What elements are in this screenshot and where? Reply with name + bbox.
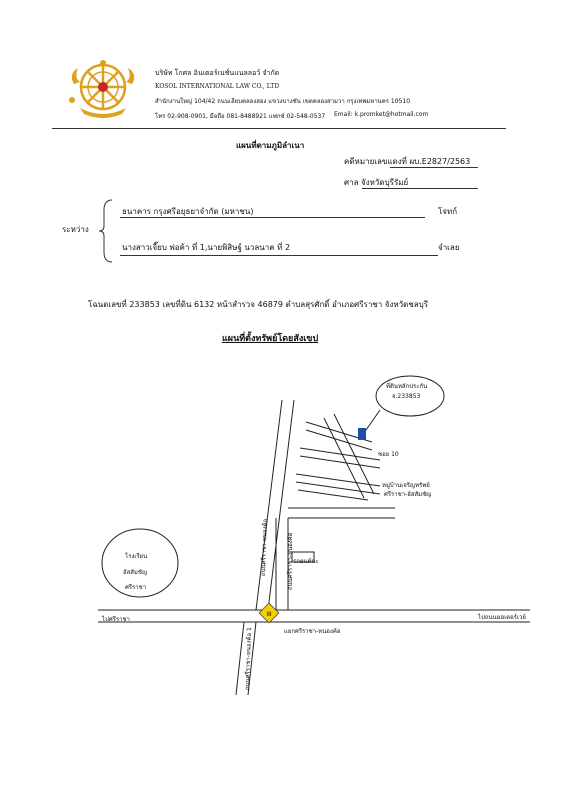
court-name: ศาล จังหวัดบุรีรัมย์ xyxy=(344,178,409,187)
property-deed-label: จ.233853 xyxy=(392,393,421,400)
road-label-3: ถนนศรีราชา-หนองค้อ 1 xyxy=(243,627,254,691)
court-underline xyxy=(362,188,478,189)
defendant-names: นางสาวเจี๊ยบ พ่อค้า ที่ 1,นายพิสิษฐ์ นวลนาค ที่ 2 xyxy=(122,243,291,252)
left-direction-label: ไปศรีราชา xyxy=(102,616,130,623)
village-label-2: ศรีราชา-อัสสัมชัญ xyxy=(384,491,432,498)
plaintiff-underline xyxy=(120,217,425,218)
soi-label: ซอย 10 xyxy=(378,451,399,458)
defendant-underline xyxy=(120,255,438,256)
location-map xyxy=(0,360,566,700)
svg-text:III: III xyxy=(266,611,272,618)
factory-label: รถยนต์นะ xyxy=(293,558,319,565)
brace xyxy=(98,198,114,264)
company-address: สำนักงานใหญ่ 104/42 ถนนเลียบคลองสอง แขวงบางชัน เขตคลองสามวา กรุงเทพมหานคร 10510 xyxy=(155,98,411,105)
right-direction-label: ไปถนนมอเตอร์เวย์ xyxy=(478,614,526,621)
road-label-2: ถนนศรีราชา-หนองค้อ xyxy=(259,518,269,577)
map-title: แผนที่ตั้งทรัพย์โดยสังเขป xyxy=(222,334,319,344)
company-name-en: KOSOL INTERNATIONAL LAW CO., LTD xyxy=(155,83,280,90)
school-label-3: ศรีราชา xyxy=(125,584,147,591)
property-label: ที่ดินหลักประกัน xyxy=(386,383,428,390)
plaintiff-role: โจทก์ xyxy=(438,207,458,216)
case-number: คดีหมายเลขแดงที่ ผบ.E2827/2563 xyxy=(344,157,471,166)
defendant-role: จำเลย xyxy=(438,243,460,252)
document-title: แผนที่ตามภูมิลำเนา xyxy=(236,141,305,150)
company-email: Email: k.promket@hotmail.com xyxy=(334,111,429,118)
case-underline xyxy=(390,167,478,168)
between-label: ระหว่าง xyxy=(62,225,89,234)
school-label: โรงเรียน xyxy=(125,553,148,560)
header-divider xyxy=(52,128,506,129)
road-label-1: ถนนศรีราชา-หนองค้อ xyxy=(287,532,294,590)
company-logo xyxy=(66,54,140,120)
village-label: หมู่บ้านเจริญทรัพย์ xyxy=(382,482,430,489)
company-name-th: บริษัท โกศล อินเตอร์เนชั่นแนลลอว์ จำกัด xyxy=(155,69,280,77)
plaintiff-name: ธนาคาร กรุงศรีอยุธยาจำกัด (มหาชน) xyxy=(122,207,254,216)
junction-label: แยกศรีราชา-หนองค้อ xyxy=(284,628,341,635)
deed-info: โฉนดเลขที่ 233853 เลขที่ดิน 6132 หน้าสำรวจ 46879 ตำบลสุรศักดิ์ อำเภอศรีราชา จังหวัดชลบุรี xyxy=(88,300,429,309)
company-phone: โทร 02-908-0901, มือถือ 081-8488921 แฟกซ์ 02-548-0537 xyxy=(155,113,326,120)
school-label-2: อัสสัมชัญ xyxy=(123,569,148,576)
